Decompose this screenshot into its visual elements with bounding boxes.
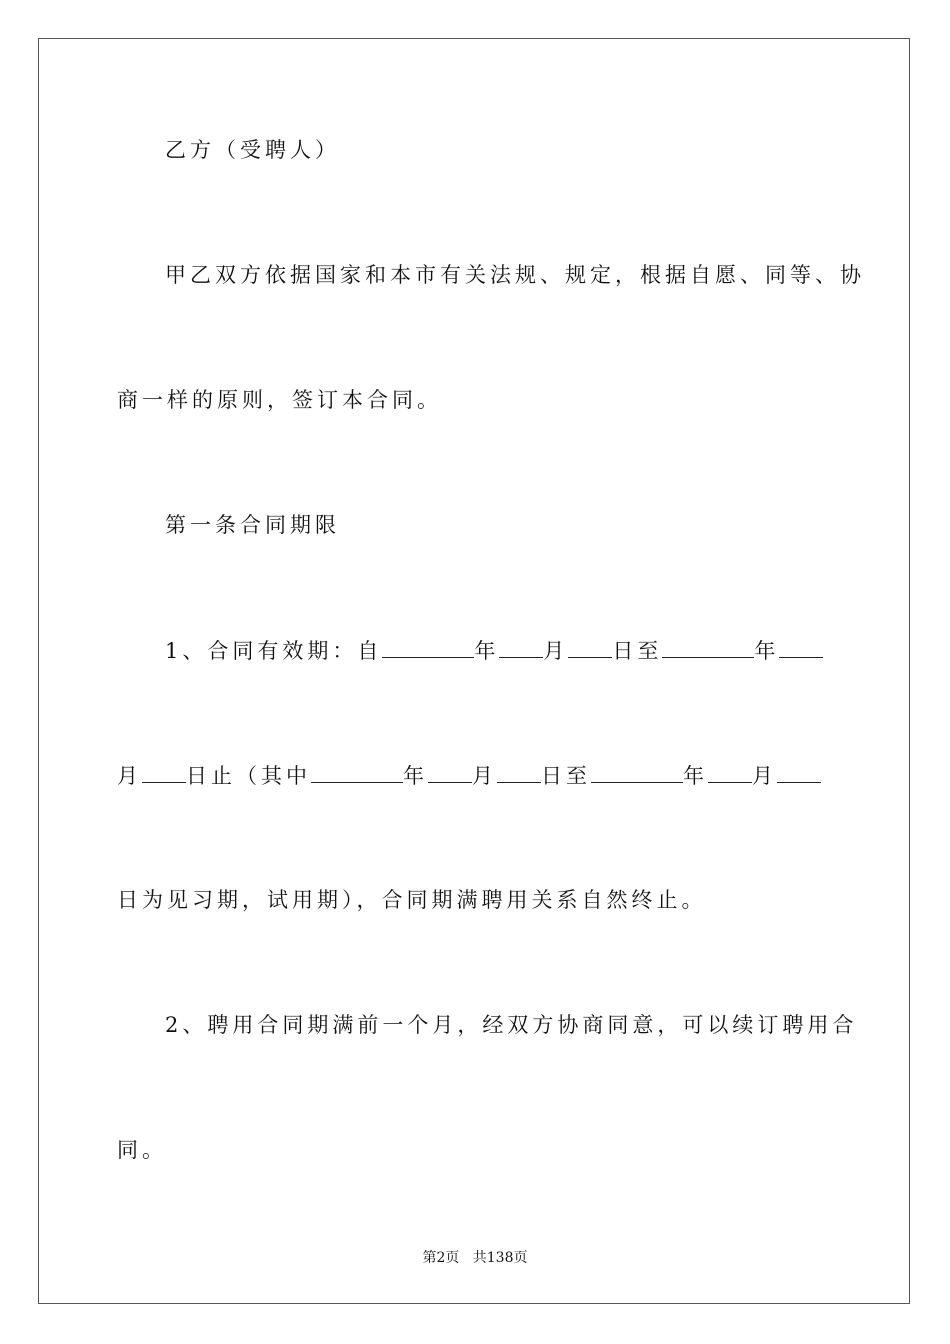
clause1-text: 月 [117,764,142,788]
clause1-text: 1、合同有效期：自 [165,639,383,663]
blank-field [142,762,186,783]
blank-field [499,637,543,658]
page-frame [38,38,910,1304]
total-pages: 共138页 [472,1250,528,1266]
blank-field [382,637,474,658]
blank-field [497,762,541,783]
blank-field [591,762,683,783]
blank-field [311,762,403,783]
article1-title: 第一条合同期限 [165,513,340,537]
clause1-text: 年 [754,639,780,663]
blank-field [662,637,754,658]
clause1-text: 日至 [612,639,663,663]
clause2-line2: 同。 [117,1138,167,1162]
para1-line1: 甲乙双方依据国家和本市有关法规、规定，根据自愿、同等、协 [165,263,865,287]
clause1-line1 [165,637,823,664]
page-number: 第2页 [422,1250,460,1266]
blank-field [777,762,821,783]
blank-field [779,637,823,658]
clause2-line1: 2、聘用合同期满前一个月，经双方协商同意，可以续订聘用合 [165,1013,858,1037]
page-footer [0,1247,950,1267]
blank-field [568,637,612,658]
clause1-text: 月 [752,764,777,788]
clause1-text: 日止（其中 [186,764,311,788]
clause1-text: 年 [403,764,428,788]
party-b-label: 乙方（受聘人） [165,138,340,162]
clause1-text: 日至 [541,764,591,788]
clause1-line2 [117,762,821,789]
blank-field [428,762,472,783]
clause1-text: 月 [543,639,569,663]
clause1-text: 年 [683,764,708,788]
para1-line2: 商一样的原则，签订本合同。 [117,388,442,412]
clause1-text: 月 [472,764,497,788]
blank-field [708,762,752,783]
clause1-text: 年 [474,639,500,663]
clause1-line3: 日为见习期，试用期），合同期满聘用关系自然终止。 [117,888,707,912]
